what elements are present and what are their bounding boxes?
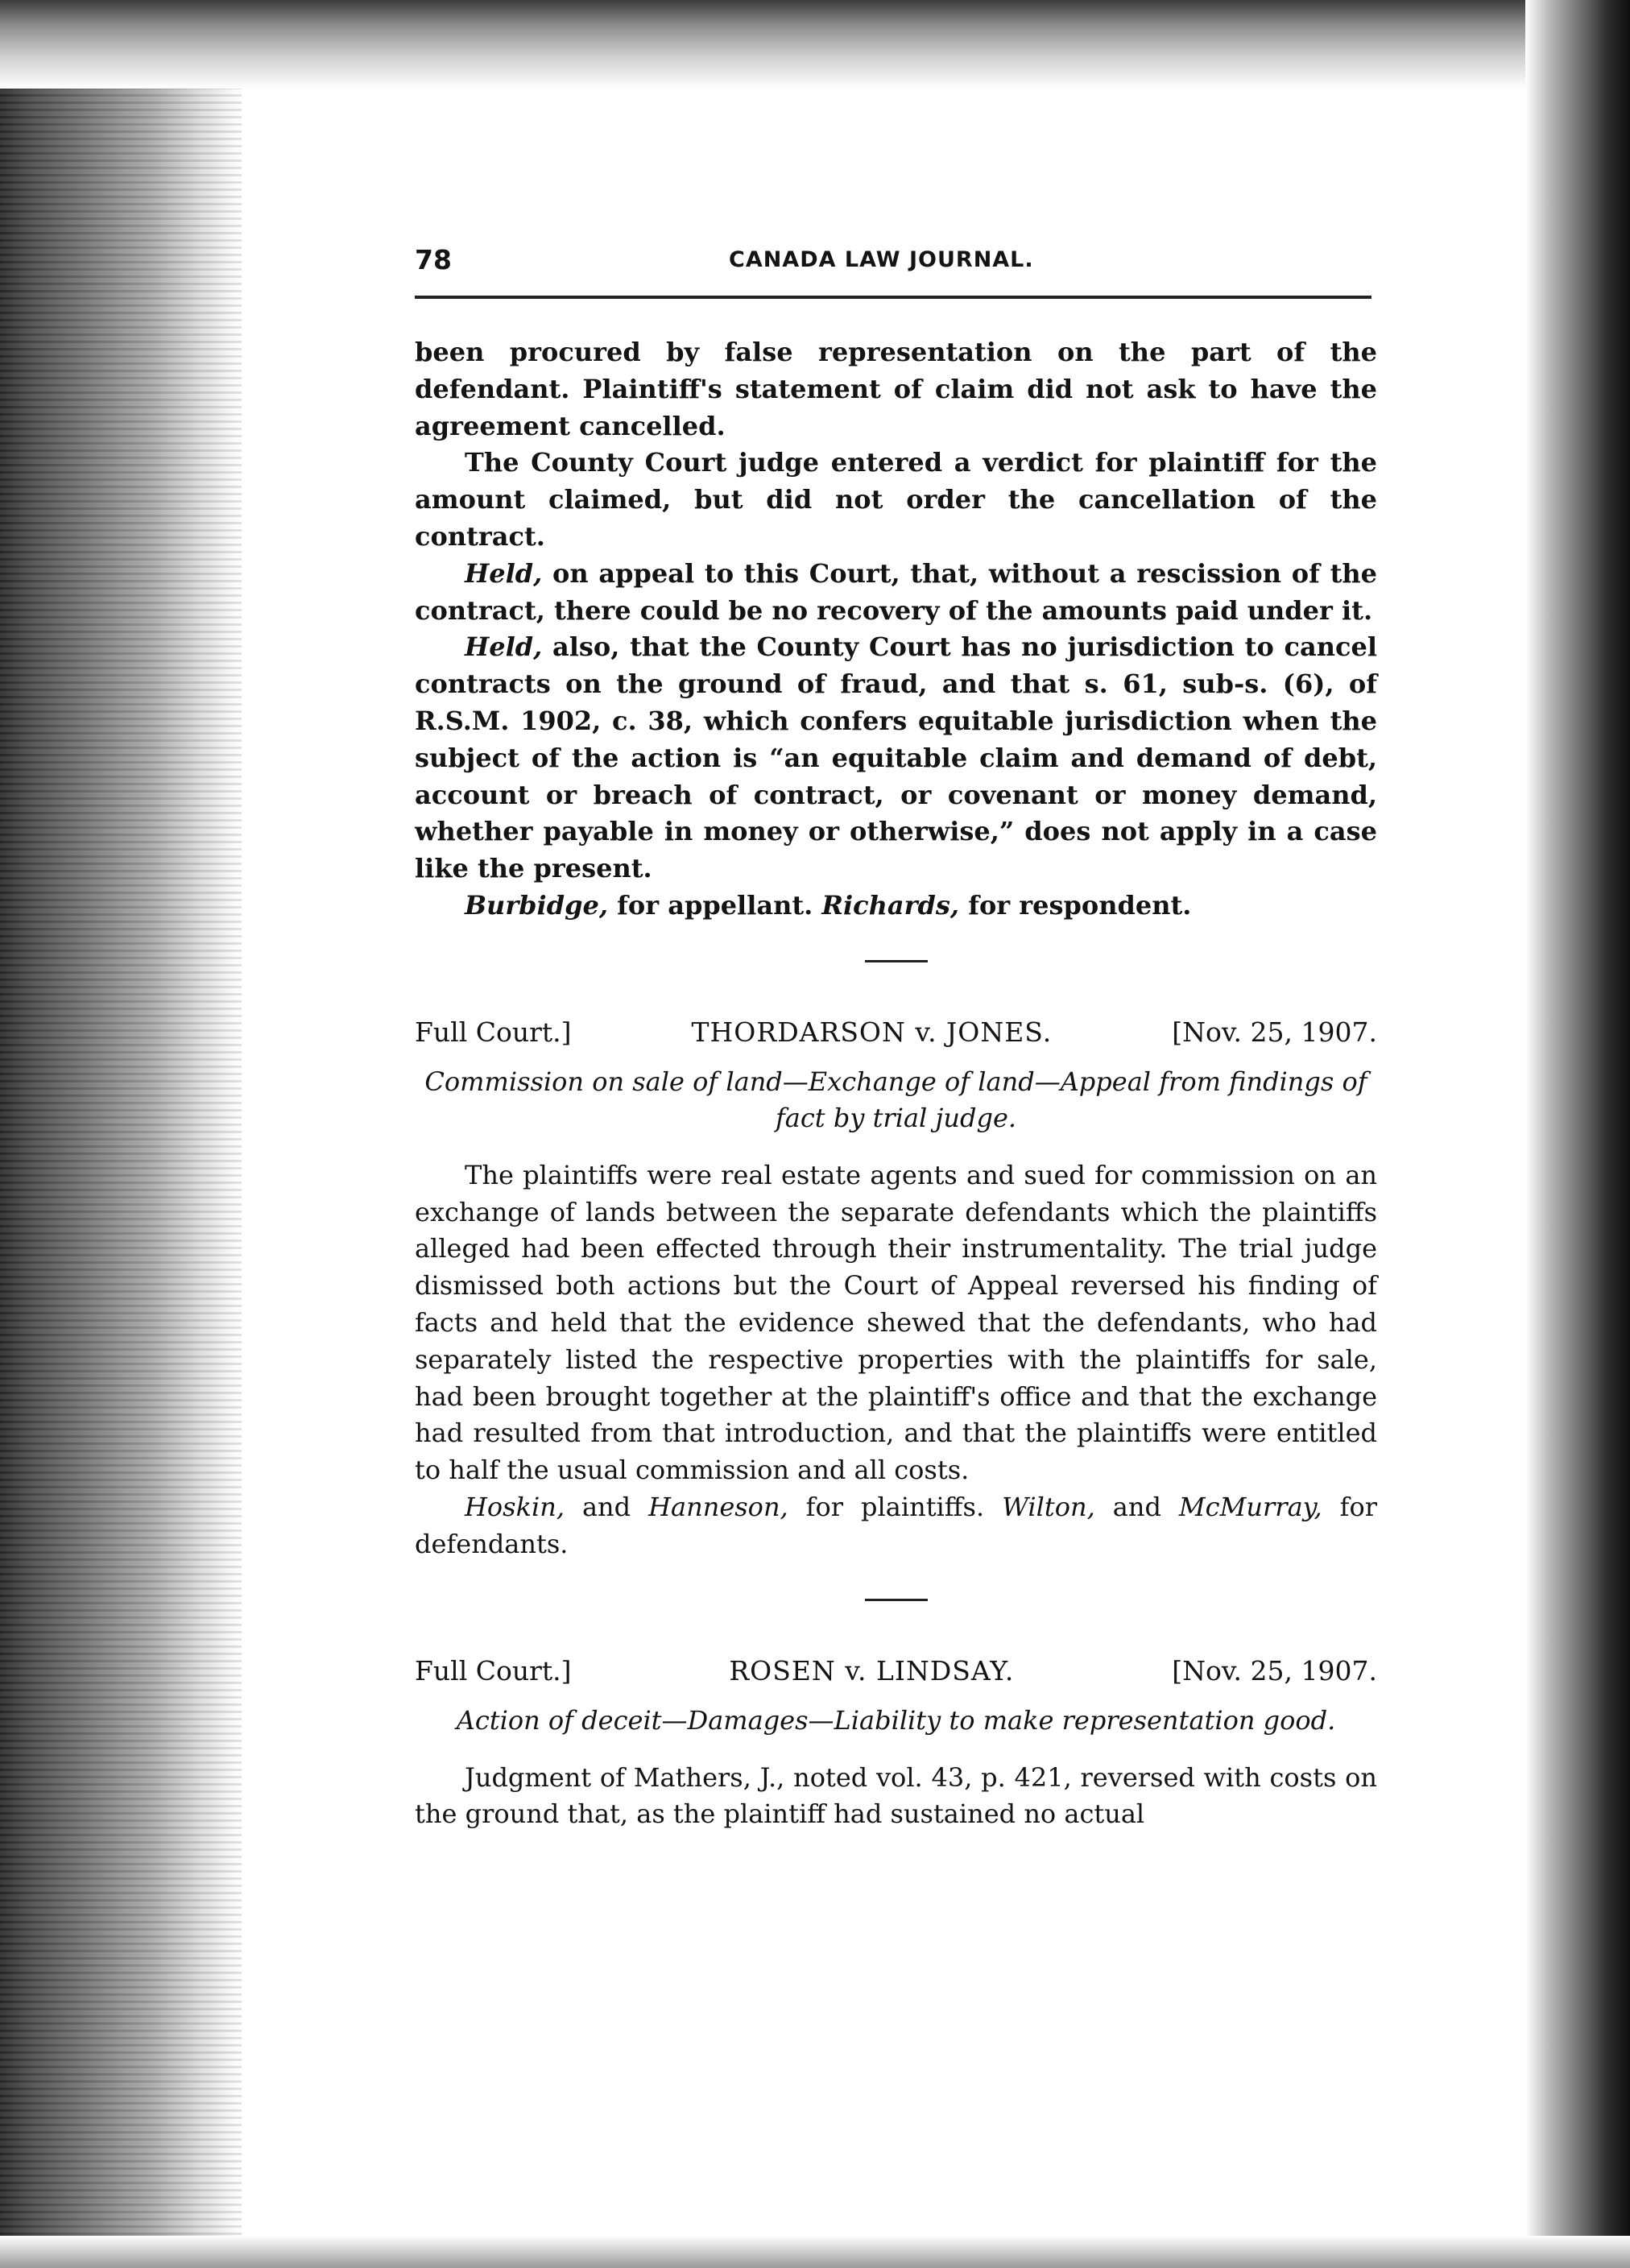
- running-head: CANADA LAW JOURNAL.: [729, 247, 1034, 272]
- counsel-name: Hoskin,: [465, 1491, 565, 1522]
- case-heading: [415, 1653, 1377, 1690]
- body-text: [415, 334, 1377, 1833]
- paragraph: been procured by false representation on the part of the defendant. Plaintiff's statement of claim did not ask to have the agreement cancelled.: [415, 337, 1377, 441]
- case-body: The plaintiffs were real estate agents and sued for commission on an exchange of lands between the separate defendants which the plaintiffs alleged had been effected through their instrumentality. The trial judge dismissed both actions but the Court of Appeal reversed his finding of facts and held that the evidence shewed that the defendants, who had separately listed the respective properties with the plaintiffs for sale, had been brought together at the plaintiff's office and that the exchange had resulted from that introduction, and that the plaintiffs were entitled to half the usual commission and all costs.: [415, 1159, 1377, 1486]
- counsel-name: McMurray,: [1178, 1491, 1322, 1522]
- case-date: [Nov. 25, 1907.: [1172, 1654, 1377, 1687]
- paragraph-text: on appeal to this Court, that, without a rescission of the contract, there could be no recovery of the amounts paid under it.: [415, 557, 1377, 626]
- scan-top-border: [0, 0, 1630, 89]
- case-headnote: Commission on sale of land—Exchange of land—Appeal from findings of fact by trial judge.: [424, 1066, 1367, 1133]
- case-court: Full Court.]: [415, 1016, 572, 1048]
- counsel-conjunction: and: [565, 1491, 649, 1522]
- counsel-role: for appellant.: [607, 889, 822, 921]
- case-headnote: Action of deceit—Damages—Liability to make representation good.: [456, 1704, 1336, 1736]
- case-thordarson: [415, 1014, 1377, 1563]
- held-label: Held,: [465, 631, 543, 663]
- case-court: Full Court.]: [415, 1654, 572, 1687]
- paragraph: [415, 629, 1377, 888]
- case-title: ROSEN v. LINDSAY.: [729, 1654, 1015, 1687]
- held-label: Held,: [465, 557, 543, 589]
- case-rosen: [415, 1653, 1377, 1834]
- header-rule: [415, 296, 1371, 299]
- paragraph-text: also, that the County Court has no jurisdiction to cancel contracts on the ground of fraud, and that s. 61, sub-s. (6), of R.S.M. 1902, c. 38, which confers equitable jurisdiction when the subject of the action is “an equitable claim and demand of debt, account or breach of contract, or covenant or money demand, whether payable in money or otherwise,” does not apply in a case like the present.: [415, 631, 1377, 884]
- counsel-line: [415, 1489, 1377, 1563]
- paragraph: [415, 556, 1377, 630]
- paragraph-text: The County Court judge entered a verdict for plaintiff for the amount claimed, but did not order the cancellation of the contract.: [415, 447, 1377, 552]
- page-header: [415, 238, 1377, 286]
- counsel-role: for respondent.: [959, 889, 1192, 921]
- scan-right-border: [1525, 0, 1630, 2268]
- section-continued: [415, 334, 1377, 925]
- counsel-conjunction: and: [1094, 1491, 1179, 1522]
- counsel-name: Burbidge,: [465, 889, 608, 921]
- scan-bottom-border: [0, 2236, 1630, 2268]
- case-title: THORDARSON v. JONES.: [691, 1016, 1053, 1048]
- counsel-name: Wilton,: [1002, 1491, 1095, 1522]
- journal-page: [415, 238, 1378, 1830]
- case-date: [Nov. 25, 1907.: [1172, 1016, 1377, 1048]
- counsel-role: for plaintiffs.: [788, 1491, 1003, 1522]
- counsel-name: Hanneson,: [648, 1491, 788, 1522]
- section-divider: [865, 960, 928, 962]
- page-number: 78: [415, 244, 452, 275]
- counsel-name: Richards,: [821, 889, 960, 921]
- paragraph: [415, 445, 1377, 555]
- case-body: Judgment of Mathers, J., noted vol. 43, p. 421, reversed with costs on the ground that, as the plaintiff had sustained no actual: [415, 1761, 1377, 1830]
- case-heading: [415, 1014, 1377, 1051]
- counsel-role: for defendants.: [415, 1491, 1378, 1559]
- counsel-line: [415, 888, 1377, 925]
- section-divider: [865, 1599, 928, 1601]
- scan-left-noise: [0, 0, 242, 2268]
